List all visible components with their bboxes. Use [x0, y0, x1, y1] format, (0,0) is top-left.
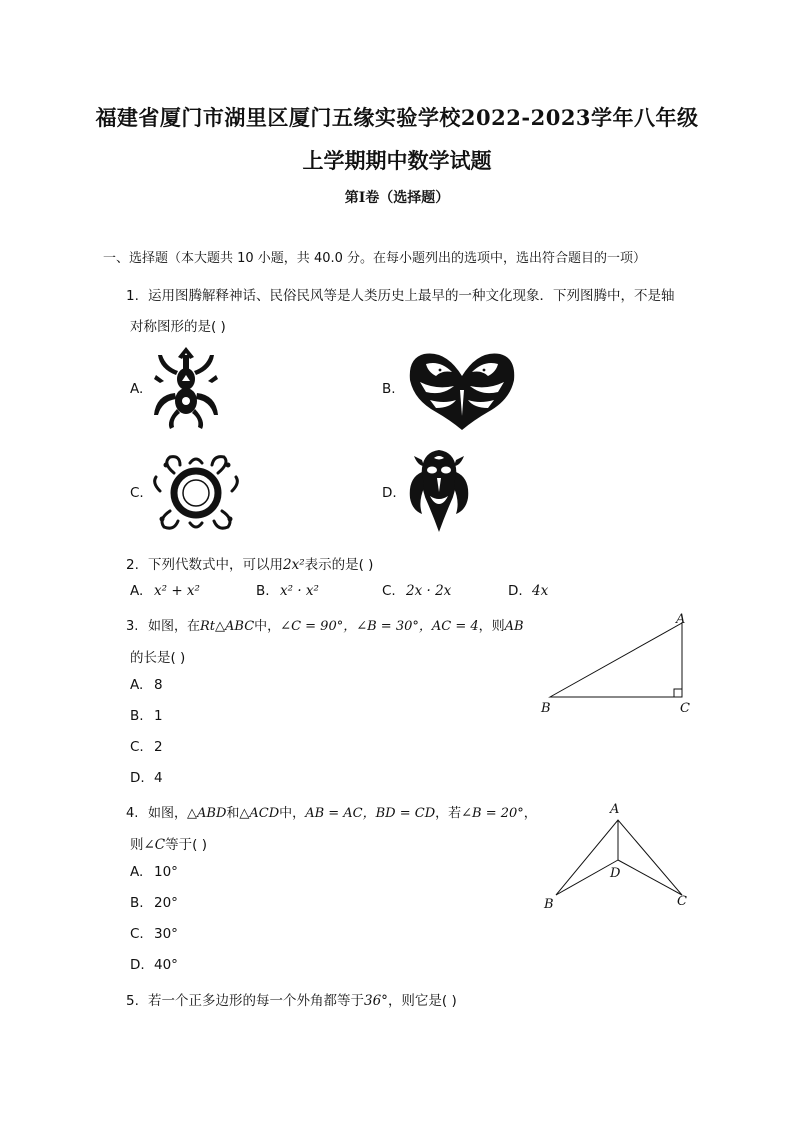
math-triangle-2: △ACD: [239, 806, 280, 821]
vertex-label-d: D: [610, 866, 621, 881]
q3-right-triangle-figure: [535, 608, 700, 718]
q3-option-c: [130, 739, 163, 755]
q1-option-d-label: D.: [382, 485, 397, 501]
volume-heading: 第I卷（选择题）: [344, 190, 450, 206]
vertex-label-c: C: [680, 701, 690, 716]
option-label: A.: [130, 677, 144, 693]
q3-option-a: [130, 677, 163, 693]
math-triangle-1: △ABD: [187, 806, 227, 821]
question-number: 3.: [126, 619, 139, 634]
question-text-mid: 中，: [254, 619, 281, 634]
twin-birds-totem-icon: [406, 346, 518, 432]
section-heading: 一、选择题（本大题共 10 小题，共 40.0 分。在每小题列出的选项中，选出符合题目的一项）: [103, 251, 647, 266]
question-1: [126, 284, 675, 304]
question-text-post: ，则它是( ): [387, 993, 457, 1009]
option-label: D.: [130, 770, 145, 786]
q2-option-d: [508, 583, 548, 599]
option-value: 1: [154, 708, 163, 724]
q1-option-c-label: C.: [130, 485, 144, 501]
question-1-line2: 对称图形的是( ): [130, 319, 226, 335]
math-angle-b: ∠B = 20°: [461, 806, 524, 821]
option-value: 4: [154, 770, 163, 786]
option-value: 2: [154, 739, 163, 755]
question-2: [126, 553, 373, 573]
option-label: B.: [130, 708, 144, 724]
option-label: C.: [130, 926, 144, 942]
question-number: 2.: [126, 557, 139, 573]
option-label: B.: [130, 895, 144, 911]
question-text-pre: 如图，: [148, 806, 188, 821]
q4-triangles-figure: [535, 796, 700, 916]
math-triangle: Rt△ABC: [200, 619, 255, 634]
q4-option-b: [130, 895, 178, 911]
question-text-post: 表示的是( ): [304, 557, 374, 573]
math-angle: 36°: [364, 993, 388, 1009]
question-number: 4.: [126, 806, 139, 821]
q2-option-a: [130, 583, 200, 599]
spider-totem-icon: [150, 345, 222, 431]
vertex-label-c: C: [677, 894, 687, 909]
q4-option-a: [130, 864, 178, 880]
question-text-pre: 如图，在: [148, 619, 201, 634]
option-value: 40°: [154, 957, 178, 973]
vertex-label-a: A: [610, 802, 620, 817]
math-angle-c: ∠C: [143, 837, 166, 853]
option-label: C.: [382, 583, 396, 599]
q3-option-d: [130, 770, 163, 786]
document-title-line1: 福建省厦门市湖里区厦门五缘实验学校2022-2023学年八年级: [95, 105, 699, 130]
question-number: 1.: [126, 288, 139, 304]
question-3-line2: 的长是( ): [130, 650, 186, 666]
question-5: [126, 989, 457, 1009]
math-conditions: ∠C = 90°，∠B = 30°，AC = 4: [280, 619, 479, 634]
q2-option-c: [382, 583, 451, 599]
option-value: 30°: [154, 926, 178, 942]
mask-totem-icon: [404, 448, 474, 534]
option-label: B.: [256, 583, 270, 599]
vertex-label-a: A: [676, 612, 686, 627]
option-value: x² + x²: [154, 583, 200, 599]
q4-option-d: [130, 957, 178, 973]
option-value: x² · x²: [280, 583, 319, 599]
question-text-if: ，若: [435, 806, 462, 821]
option-label: D.: [130, 957, 145, 973]
question-text-pre: 下列代数式中，可以用: [148, 557, 283, 573]
question-text-end: ，: [523, 806, 537, 821]
option-value: 2x · 2x: [406, 583, 452, 599]
q2-option-b: [256, 583, 319, 599]
question-text-post: 等于( ): [165, 837, 207, 853]
question-text-pre: 则: [130, 837, 144, 853]
question-text-post: ，则: [478, 619, 505, 634]
question-4: [126, 802, 537, 821]
vertex-label-b: B: [541, 701, 551, 716]
question-text: 运用图腾解释神话、民俗民风等是人类历史上最早的一种文化现象．下列图腾中，不是轴: [148, 288, 675, 304]
q4-option-c: [130, 926, 178, 942]
math-segment: AB: [504, 619, 524, 634]
option-label: A.: [130, 864, 144, 880]
q1-option-a-label: A.: [130, 381, 144, 397]
question-3: [126, 615, 524, 634]
q3-option-b: [130, 708, 163, 724]
math-conditions: AB = AC，BD = CD: [305, 806, 436, 821]
math-expression: 2x²: [283, 557, 305, 573]
option-label: A.: [130, 583, 144, 599]
option-value: 4x: [532, 583, 549, 599]
option-value: 10°: [154, 864, 178, 880]
option-value: 8: [154, 677, 163, 693]
question-4-line2: [130, 833, 207, 853]
document-title-line2: 上学期期中数学试题: [302, 148, 492, 173]
q1-option-b-label: B.: [382, 381, 396, 397]
option-label: C.: [130, 739, 144, 755]
option-label: D.: [508, 583, 523, 599]
option-value: 20°: [154, 895, 178, 911]
vertex-label-b: B: [544, 897, 554, 912]
question-number: 5.: [126, 993, 139, 1009]
question-text-and: 和: [226, 806, 240, 821]
question-text-mid: 中，: [279, 806, 306, 821]
dragon-ring-totem-icon: [150, 453, 242, 533]
question-text-pre: 若一个正多边形的每一个外角都等于: [148, 993, 364, 1009]
